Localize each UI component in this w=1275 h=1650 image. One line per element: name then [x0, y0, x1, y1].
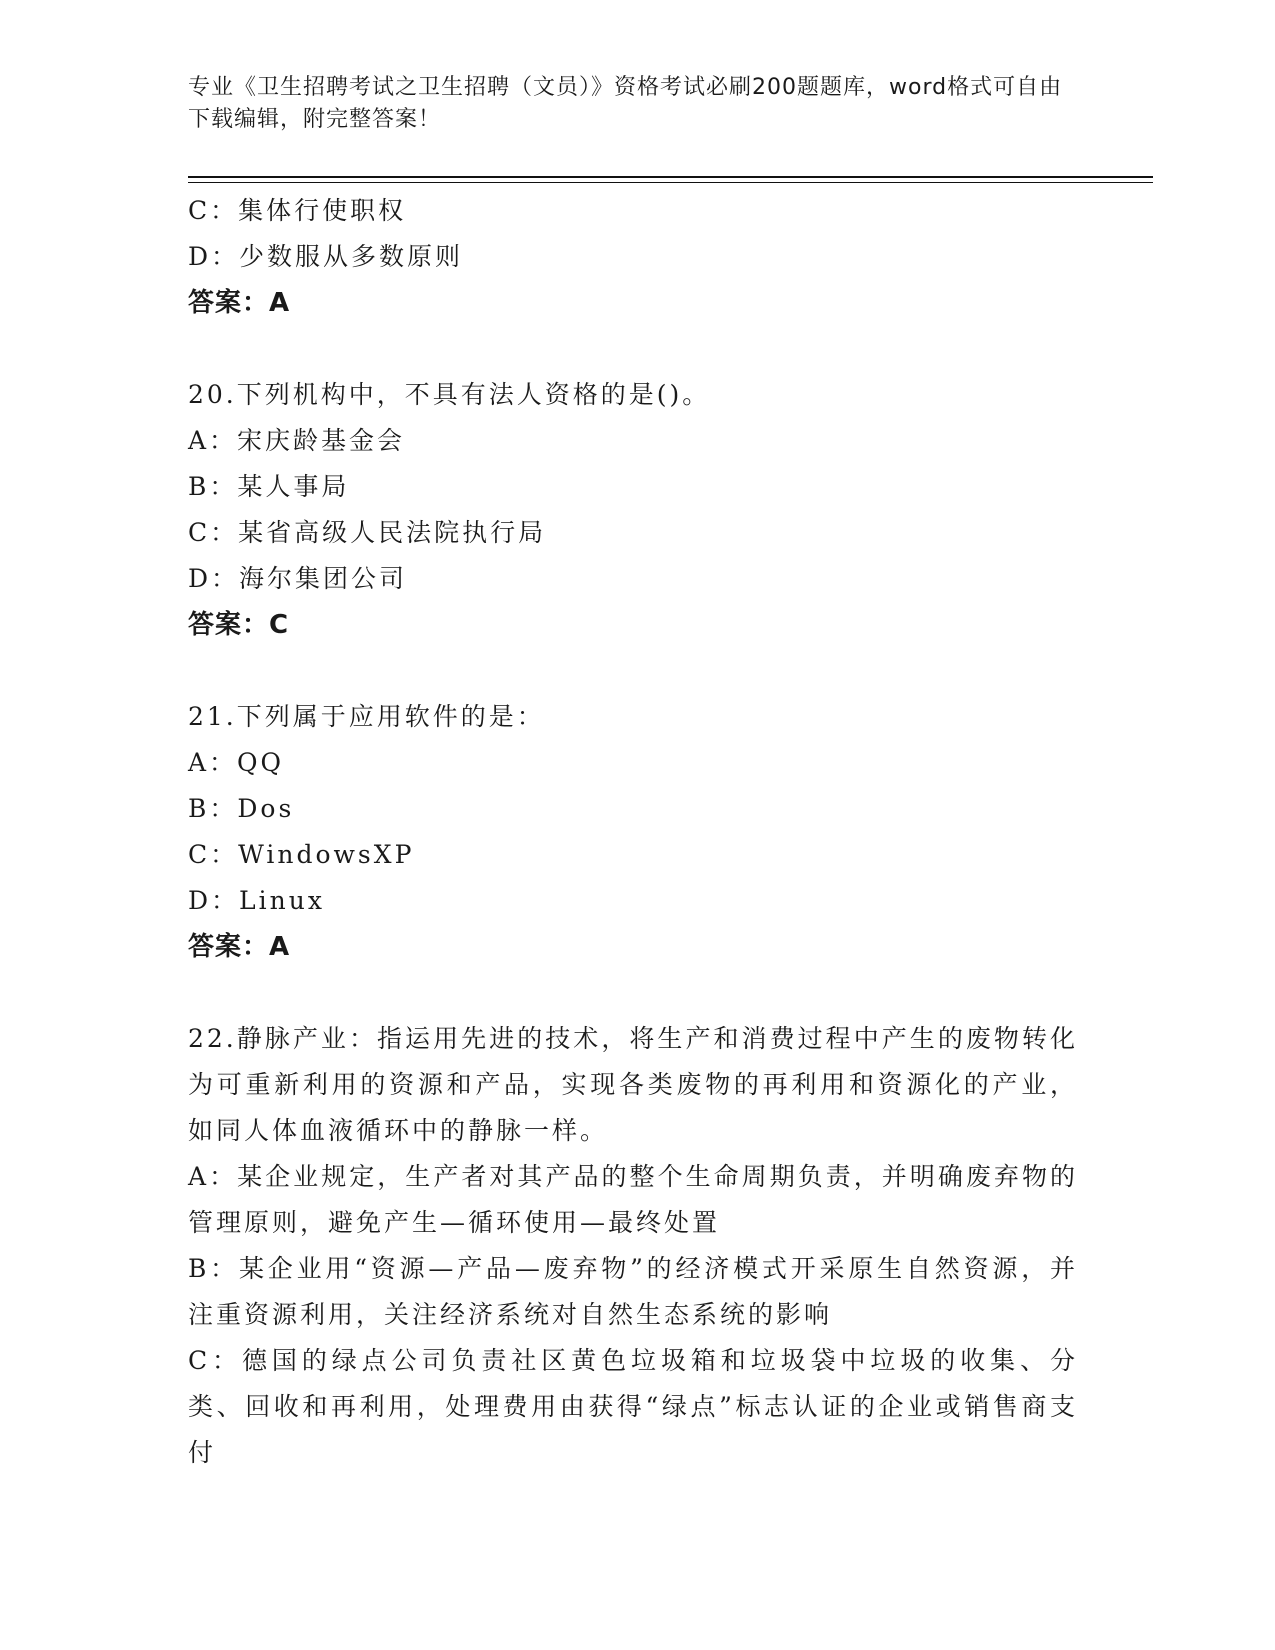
document-header: 专业《卫生招聘考试之卫生招聘（文员）》资格考试必刷200题题库，word格式可自由下载编辑，附完整答案！	[188, 75, 1063, 132]
answer: 答案：C	[188, 610, 290, 640]
answer: 答案：A	[188, 932, 291, 962]
question-19-tail	[188, 188, 1078, 326]
question-text: 22.静脉产业：指运用先进的技术，将生产和消费过程中产生的废物转化为可重新利用的资源和产品，实现各类废物的再利用和资源化的产业，如同人体血液循环中的静脉一样。	[188, 1024, 1078, 1145]
answer: 答案：A	[188, 288, 291, 318]
question-20	[188, 372, 1078, 648]
document-body	[188, 188, 1078, 1476]
spacer	[188, 648, 1078, 694]
header-rule-thin	[188, 182, 1153, 183]
option-d: D：Linux	[188, 886, 325, 915]
option-d: D：海尔集团公司	[188, 564, 408, 593]
spacer	[188, 326, 1078, 372]
header-rule-thick	[188, 176, 1153, 178]
question-21	[188, 694, 1078, 970]
spacer	[188, 970, 1078, 1016]
option-c: C：集体行使职权	[188, 196, 407, 225]
question-22	[188, 1016, 1078, 1476]
question-text: 21.下列属于应用软件的是：	[188, 702, 545, 731]
option-a: A：某企业规定，生产者对其产品的整个生命周期负责，并明确废弃物的管理原则，避免产生—循环使用—最终处置	[188, 1162, 1078, 1237]
option-c: C：WindowsXP	[188, 840, 415, 869]
option-a: A：宋庆龄基金会	[188, 426, 406, 455]
option-a: A：QQ	[188, 748, 285, 777]
option-d: D：少数服从多数原则	[188, 242, 464, 271]
option-b: B：某人事局	[188, 472, 350, 501]
option-c: C：德国的绿点公司负责社区黄色垃圾箱和垃圾袋中垃圾的收集、分类、回收和再利用，处理费用由获得“绿点”标志认证的企业或销售商支付	[188, 1346, 1078, 1467]
option-b: B：某企业用“资源—产品—废弃物”的经济模式开采原生自然资源，并注重资源利用，关注经济系统对自然生态系统的影响	[188, 1254, 1078, 1329]
option-b: B：Dos	[188, 794, 295, 823]
option-c: C：某省高级人民法院执行局	[188, 518, 547, 547]
question-text: 20.下列机构中，不具有法人资格的是()。	[188, 380, 711, 409]
